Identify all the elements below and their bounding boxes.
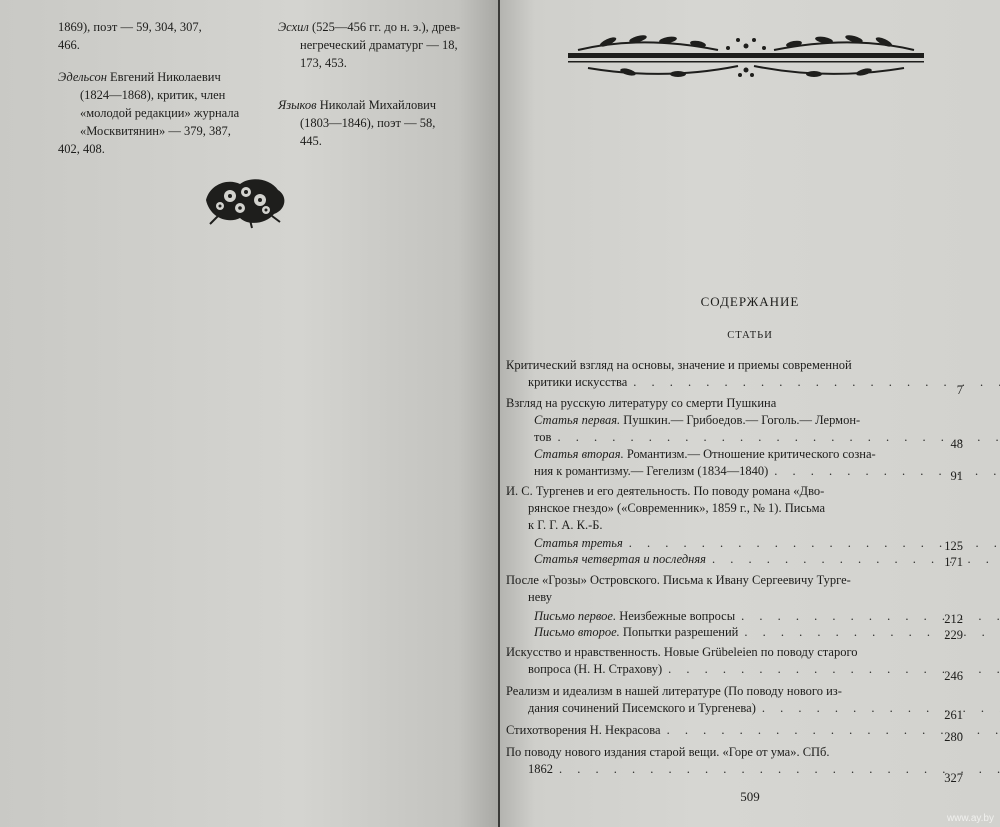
toc-entry-italic: Письмо первое.: [534, 609, 617, 623]
toc-entry-line: Критический взгляд на основы, значение и приемы современной: [506, 358, 852, 372]
leader-dots: [557, 430, 1000, 444]
leader-dots: [559, 762, 1000, 776]
toc-entry-line: [506, 429, 962, 446]
toc-entry: [506, 644, 963, 683]
index-line: «Москвитянин» — 379, 387,: [80, 124, 231, 138]
toc-subentry: [506, 446, 963, 483]
toc-entry-line: [506, 446, 962, 463]
toc-page-number: 91: [950, 469, 963, 483]
toc-entry-line: Взгляд на русскую литературу со смерти Пушкина: [506, 396, 777, 410]
index-line: негреческий драматург — 18,: [300, 38, 458, 52]
toc-entry-line: По поводу нового издания старой вещи. «Горе от ума». СПб.: [506, 745, 830, 759]
toc-entry: [506, 683, 963, 722]
toc-entry-line: [506, 722, 962, 739]
toc-subentry: [506, 412, 963, 451]
toc-entry: [506, 357, 963, 397]
toc-entry-text: ния к романтизму.— Гегелизм (1834—1840): [534, 464, 769, 478]
toc-page-number: 7: [956, 383, 963, 397]
index-author-name: Эдельсон: [58, 70, 107, 84]
toc-entry-italic: Статья вторая.: [534, 447, 624, 461]
toc-entry-text: дания сочинений Писемского и Тургенева): [528, 701, 756, 715]
index-author-name: Эсхил: [278, 20, 309, 34]
toc-page-number: 280: [944, 730, 963, 744]
toc-subentry: [506, 535, 962, 552]
leader-dots: [774, 464, 1000, 478]
toc-entry-text: Попытки разрешений: [619, 625, 739, 639]
toc-entry-line: [506, 551, 962, 568]
index-line: 1869), поэт — 59, 304, 307,: [58, 20, 202, 34]
index-line: (1803—1846), поэт — 58,: [300, 116, 436, 130]
toc-subentry: [506, 608, 962, 625]
toc-entry-text: Романтизм.— Отношение критического созна-: [623, 447, 876, 461]
index-line: 173, 453.: [300, 56, 347, 70]
index-line: Языков Николай Михайлович: [278, 98, 437, 112]
toc-entry-line: [506, 535, 962, 552]
toc-entry: [506, 483, 962, 534]
toc-page-number: 261: [944, 708, 963, 722]
toc-entry-line: [506, 608, 962, 625]
toc-entry: [506, 722, 963, 744]
toc-entry-italic: Письмо второе.: [534, 625, 620, 639]
toc-entry-text: Неизбежные вопросы: [616, 609, 736, 623]
index-line: 445.: [300, 134, 322, 148]
toc-entry-line: [506, 661, 962, 678]
watermark: www.ay.by: [946, 813, 994, 824]
toc-entry-text: 1862: [528, 762, 553, 776]
toc-entry-line: [506, 412, 962, 429]
toc-entry-italic: Статья третья: [534, 536, 623, 550]
toc-entry-line: [506, 700, 962, 717]
toc-page-number: 48: [950, 437, 963, 451]
toc-entry-line: И. С. Тургенев и его деятельность. По поводу романа «Дво-: [506, 484, 825, 498]
toc-page-number: 327: [944, 771, 963, 785]
leader-dots: [633, 375, 1000, 389]
toc-page-number: 212: [944, 612, 963, 626]
toc-subentry: [506, 624, 962, 641]
toc-entry-line: [506, 374, 962, 391]
toc-entry: [506, 744, 963, 785]
index-entry-edelson: [58, 68, 263, 158]
index-line: Эдельсон Евгений Николаевич: [58, 70, 221, 84]
toc-entry-line: Искусство и нравственность. Новые Grübeleien по поводу старого: [506, 645, 858, 659]
toc-entry-text: тов: [534, 430, 552, 444]
toc-entry-text: критики искусства: [528, 375, 628, 389]
toc-entry-line: [506, 463, 962, 480]
toc-entry-line: к Г. Г. А. К.-Б.: [528, 518, 603, 532]
toc-entry: [506, 572, 962, 606]
toc-page-number: 125: [944, 539, 963, 553]
leader-dots: [762, 701, 1000, 715]
flower-ornament-icon: [200, 170, 290, 230]
index-line: (1824—1868), критик, член: [80, 88, 226, 102]
toc-entry-line: [506, 761, 962, 778]
toc-entry-line: После «Грозы» Островского. Письма к Ивану Сергеевичу Турге-: [506, 573, 851, 587]
toc-section-heading: СТАТЬИ: [727, 330, 773, 341]
index-entry-yazykov: [278, 96, 478, 150]
toc-entry-text: вопроса (Н. Н. Страхову): [528, 662, 663, 676]
toc-entry-line: [506, 624, 962, 641]
index-line: Эсхил (525—456 гг. до н. э.), древ-: [278, 20, 461, 34]
toc-page-number: 246: [944, 669, 963, 683]
page-number: 509: [740, 789, 760, 804]
index-line: «молодой редакции» журнала: [80, 106, 240, 120]
index-line: 402, 408.: [58, 142, 105, 156]
index-entry-eskhil: [278, 18, 478, 72]
toc-entry-text: Стихотворения Н. Некрасова: [506, 723, 661, 737]
index-author-name: Языков: [278, 98, 317, 112]
toc-entry-line: Реализм и идеализм в нашей литературе (По поводу нового из-: [506, 684, 842, 698]
header-ornament-icon: [568, 28, 924, 82]
toc-entry-italic: Статья первая.: [534, 413, 621, 427]
toc-entry-line: неву: [528, 590, 552, 604]
toc-entry-italic: Статья четвертая и последняя: [534, 552, 706, 566]
toc-entry-text: Пушкин.— Грибоедов.— Гоголь.— Лермон-: [620, 413, 861, 427]
toc-entry: [506, 395, 962, 412]
toc-title: СОДЕРЖАНИЕ: [700, 294, 800, 309]
index-line: 466.: [58, 38, 80, 52]
toc-page-number: 171: [944, 555, 963, 569]
index-entry-continuation: [58, 18, 238, 54]
toc-page-number: 229: [944, 628, 963, 642]
toc-subentry: [506, 551, 962, 568]
toc-entry-line: рянское гнездо» («Современник», 1859 г., № 1). Письма: [528, 501, 826, 515]
